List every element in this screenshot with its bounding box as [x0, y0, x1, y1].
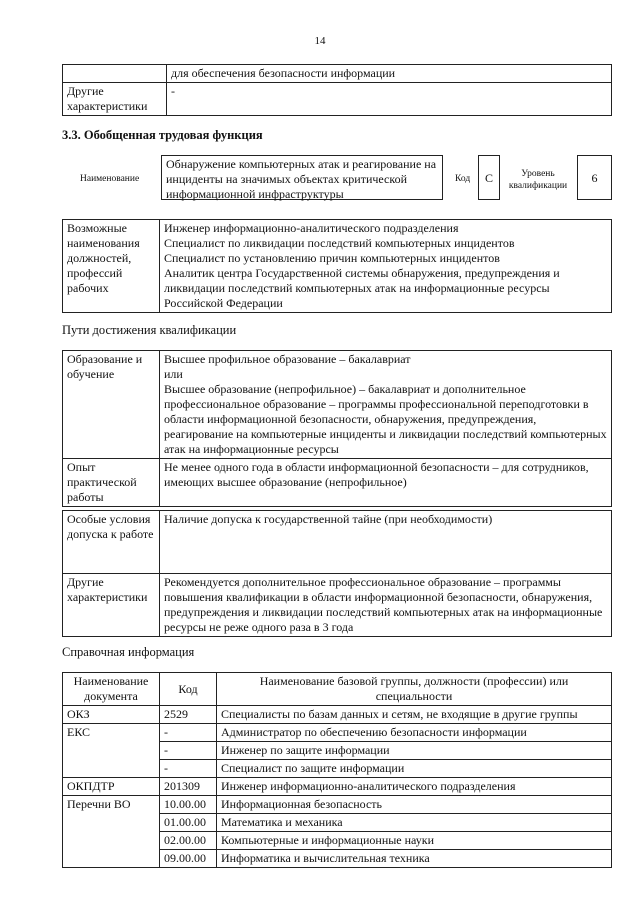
reference-table: [62, 672, 612, 868]
gtf-level-value: 6: [577, 155, 612, 200]
ref-code: 02.00.00: [160, 832, 217, 850]
special-conditions-label: Особые условия допуска к работе: [63, 511, 160, 574]
ref-header-code: Код: [160, 673, 217, 706]
experience-value: Не менее одного года в области информационной безопасности – для сотрудников, имеющих высшее образование (непрофильное): [160, 459, 612, 507]
positions-table: [62, 219, 612, 313]
top-characteristics-table: [62, 64, 612, 116]
ref-code: 2529: [160, 706, 217, 724]
top-row2-value: -: [167, 83, 612, 116]
ref-code: 09.00.00: [160, 850, 217, 868]
position-item: Аналитик центра Государственной системы обнаружения, предупреждения и ликвидации последствий компьютерных атак на информационные ресурсы Российской Федерации: [164, 266, 560, 310]
ref-name: Математика и механика: [217, 814, 612, 832]
other-characteristics-label: Другие характеристики: [63, 574, 160, 637]
ref-code: 201309: [160, 778, 217, 796]
ref-doc: Перечни ВО: [63, 796, 160, 868]
paths-title: Пути достижения квалификации: [62, 323, 237, 337]
ref-code: -: [160, 724, 217, 742]
section-title: 3.3. Обобщенная трудовая функция: [62, 128, 263, 142]
ref-doc: ЕКС: [63, 724, 160, 778]
ref-header-name: Наименование базовой группы, должности (профессии) или специальности: [217, 673, 612, 706]
page-number: 14: [314, 35, 326, 47]
position-item: Инженер информационно-аналитического подразделения: [164, 221, 459, 235]
gtf-code-label: Код: [455, 174, 471, 184]
ref-code: -: [160, 760, 217, 778]
gtf-name-label: Наименование: [80, 174, 140, 184]
table-row: [63, 706, 612, 724]
ref-name: Компьютерные и информационные науки: [217, 832, 612, 850]
position-item: Специалист по ликвидации последствий компьютерных инцидентов: [164, 236, 515, 250]
top-row1-text: для обеспечения безопасности информации: [167, 65, 612, 83]
experience-label: Опыт практической работы: [63, 459, 160, 507]
ref-name: Инженер информационно-аналитического подразделения: [217, 778, 612, 796]
positions-label: Возможные наименования должностей, профессий рабочих: [63, 220, 160, 313]
education-label: Образование и обучение: [63, 351, 160, 459]
table-row: [63, 724, 612, 742]
table-row: [63, 796, 612, 814]
gtf-code-value: C: [478, 155, 500, 200]
table-row: [63, 778, 612, 796]
reference-title: Справочная информация: [62, 645, 195, 659]
position-item: Специалист по установлению причин компьютерных инцидентов: [164, 251, 500, 265]
conditions-table: [62, 510, 612, 637]
gtf-name-value: Обнаружение компьютерных атак и реагирование на инциденты на значимых объектах критической информационной инфраструктуры: [161, 155, 443, 200]
ref-name: Инженер по защите информации: [217, 742, 612, 760]
ref-name: Информационная безопасность: [217, 796, 612, 814]
ref-name: Информатика и вычислительная техника: [217, 850, 612, 868]
positions-list: [160, 220, 612, 313]
ref-header-doc: Наименование документа: [63, 673, 160, 706]
paths-table: [62, 350, 612, 507]
ref-name: Специалист по защите информации: [217, 760, 612, 778]
ref-name: Администратор по обеспечению безопасности информации: [217, 724, 612, 742]
ref-code: -: [160, 742, 217, 760]
top-row2-label: Другие характеристики: [63, 83, 167, 116]
ref-code: 01.00.00: [160, 814, 217, 832]
education-value: Высшее профильное образование – бакалавриат или Высшее образование (непрофильное) – бакалавриат и дополнительное профессиональное образование – программы профессиональной переподготовки в области информационной безопасности, обнаружения, предупреждения, реагирование на компьютерные инциденты и ликвидации последствий компьютерных атак на информационные ресурсы: [160, 351, 612, 459]
ref-code: 10.00.00: [160, 796, 217, 814]
ref-doc: ОКЗ: [63, 706, 160, 724]
ref-doc: ОКПДТР: [63, 778, 160, 796]
ref-name: Специалисты по базам данных и сетям, не входящие в другие группы: [217, 706, 612, 724]
gtf-level-label: Уровень квалификации: [508, 169, 568, 191]
other-characteristics-value: Рекомендуется дополнительное профессиональное образование – программы повышения квалификации в области информационной безопасности, обнаружения, предупреждения и ликвидации последствий компьютерных атак на информационные ресурсы не реже одного раза в 3 года: [160, 574, 612, 637]
special-conditions-value: Наличие допуска к государственной тайне (при необходимости): [160, 511, 612, 574]
